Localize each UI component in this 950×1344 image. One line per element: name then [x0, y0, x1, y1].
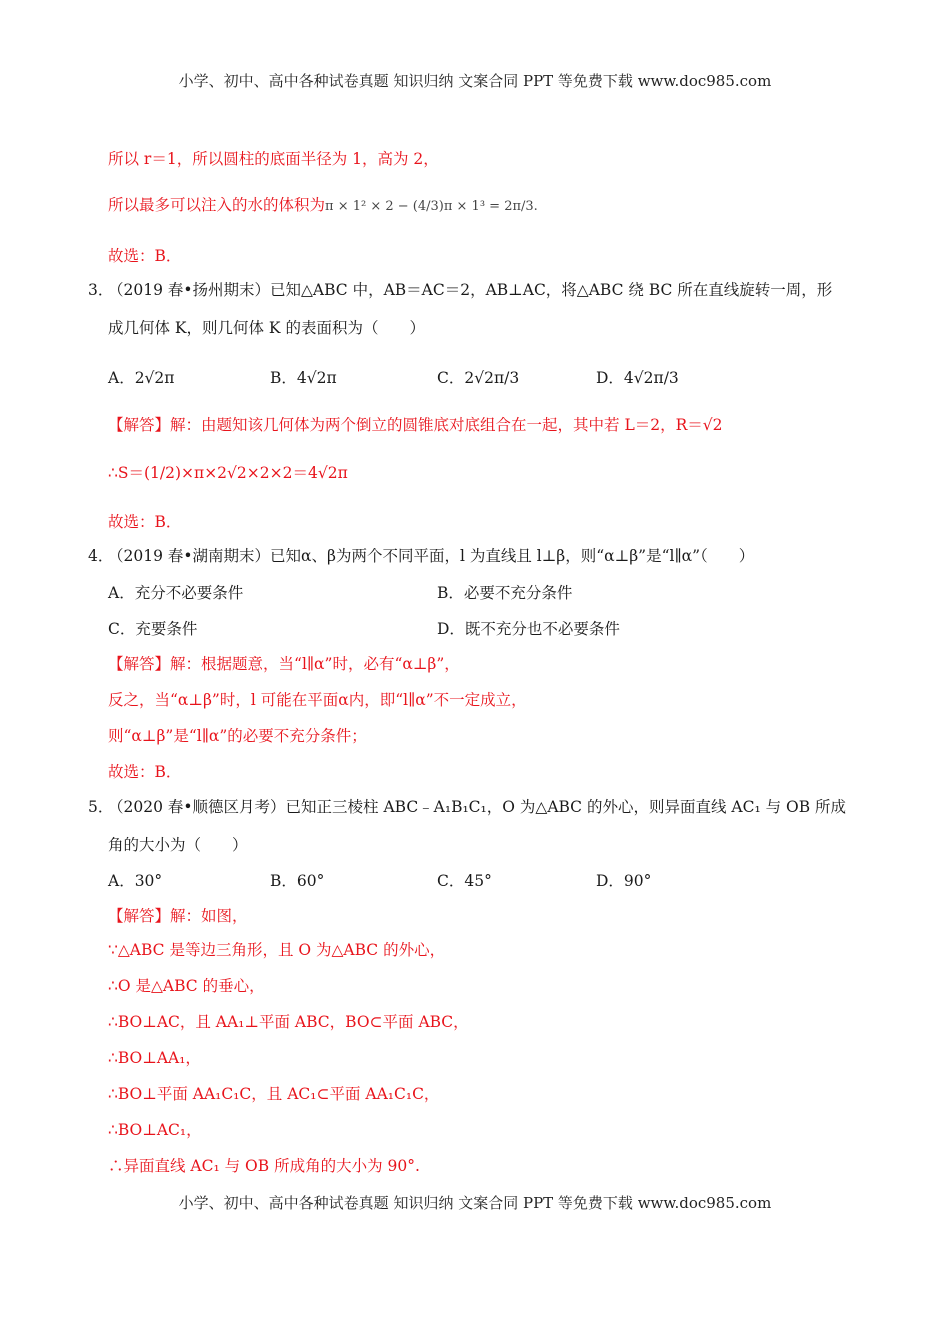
- q5-answer-line-4: ∴BO⊥AA₁，: [108, 1049, 201, 1067]
- q3-stem-1: （2019 春•扬州期末）已知△ABC 中，AB＝AC＝2，AB⊥AC，将△ABC 绕 BC 所在直线旋转一周，形: [108, 281, 833, 299]
- q3-answer-2: ∴S＝(1/2)×π×2√2×2×2＝4√2π: [108, 464, 348, 482]
- q3-choice: 故选：B．: [108, 513, 182, 531]
- q4-option-b: B．必要不充分条件: [437, 584, 573, 602]
- q5-answer-1: [108, 904, 248, 926]
- q5-answer-line-5: ∴BO⊥平面 AA₁C₁C，且 AC₁⊂平面 AA₁C₁C，: [108, 1085, 440, 1103]
- q3-option-a: A．2√2π: [108, 369, 175, 387]
- q4-stem: （2019 春•湖南期末）已知α、β为两个不同平面，l 为直线且 l⊥β，则“α⊥β”是“l∥α”（ ）: [108, 547, 755, 565]
- q5-answer-line-2: ∴O 是△ABC 的垂心，: [108, 977, 265, 995]
- q4-answer-1-text: 解：根据题意，当“l∥α”时，必有“α⊥β”，: [170, 655, 460, 673]
- q5-option-d: D．90°: [596, 872, 652, 890]
- q4-answer-2: 反之，当“α⊥β”时，l 可能在平面α内，即“l∥α”不一定成立，: [108, 691, 527, 709]
- q4-choice: 故选：B．: [108, 763, 182, 781]
- q4-answer-tag: 【解答】: [108, 655, 171, 673]
- q3-option-c: C．2√2π/3: [437, 369, 520, 387]
- q4-answer-3: 则“α⊥β”是“l∥α”的必要不充分条件；: [108, 727, 367, 745]
- q3-stem-2: 成几何体 K，则几何体 K 的表面积为（ ）: [108, 319, 425, 337]
- q3-option-d: D．4√2π/3: [596, 369, 679, 387]
- q5-answer-line-1: ∵△ABC 是等边三角形，且 O 为△ABC 的外心，: [108, 941, 446, 959]
- prev-line-1: 所以 r＝1，所以圆柱的底面半径为 1，高为 2，: [108, 150, 439, 168]
- page-footer: 小学、初中、高中各种试卷真题 知识归纳 文案合同 PPT 等免费下载 www.doc985.com: [178, 1194, 772, 1212]
- q5-answer-line-7: ∴异面直线 AC₁ 与 OB 所成角的大小为 90°.: [108, 1157, 420, 1175]
- prev-choice: 故选：B．: [108, 247, 182, 265]
- q5-answer-line-0: 解：如图，: [170, 907, 248, 925]
- prev-line-2: [108, 193, 538, 215]
- q3-answer-1-text: 解：由题知该几何体为两个倒立的圆锥底对底组合在一起，其中若 L＝2，R＝√2: [170, 416, 723, 434]
- q5-answer-tag: 【解答】: [108, 907, 171, 925]
- q3-answer-1: [108, 413, 723, 435]
- prev-line-2-text: 所以最多可以注入的水的体积为: [108, 196, 326, 214]
- q3-option-b: B．4√2π: [270, 369, 337, 387]
- volume-formula: π × 1² × 2 − (4/3)π × 1³ = 2π/3.: [325, 199, 538, 214]
- q5-answer-line-3: ∴BO⊥AC，且 AA₁⊥平面 ABC，BO⊂平面 ABC，: [108, 1013, 469, 1031]
- q4-number: 4．: [88, 547, 114, 565]
- q5-stem-1: （2020 春•顺德区月考）已知正三棱柱 ABC﹣A₁B₁C₁，O 为△ABC 的外心，则异面直线 AC₁ 与 OB 所成: [108, 798, 847, 816]
- page-header: 小学、初中、高中各种试卷真题 知识归纳 文案合同 PPT 等免费下载 www.doc985.com: [178, 72, 772, 90]
- q5-answer-line-6: ∴BO⊥AC₁，: [108, 1121, 202, 1139]
- q5-option-a: A．30°: [108, 872, 163, 890]
- q3-answer-tag: 【解答】: [108, 416, 171, 434]
- q5-option-c: C．45°: [437, 872, 492, 890]
- q4-option-c: C．充要条件: [108, 620, 198, 638]
- q4-option-a: A．充分不必要条件: [108, 584, 244, 602]
- q4-option-d: D．既不充分也不必要条件: [437, 620, 620, 638]
- q5-stem-2: 角的大小为（ ）: [108, 836, 248, 854]
- q5-number: 5．: [88, 798, 114, 816]
- q5-option-b: B．60°: [270, 872, 325, 890]
- q4-answer-1: [108, 652, 460, 674]
- q3-number: 3．: [88, 281, 114, 299]
